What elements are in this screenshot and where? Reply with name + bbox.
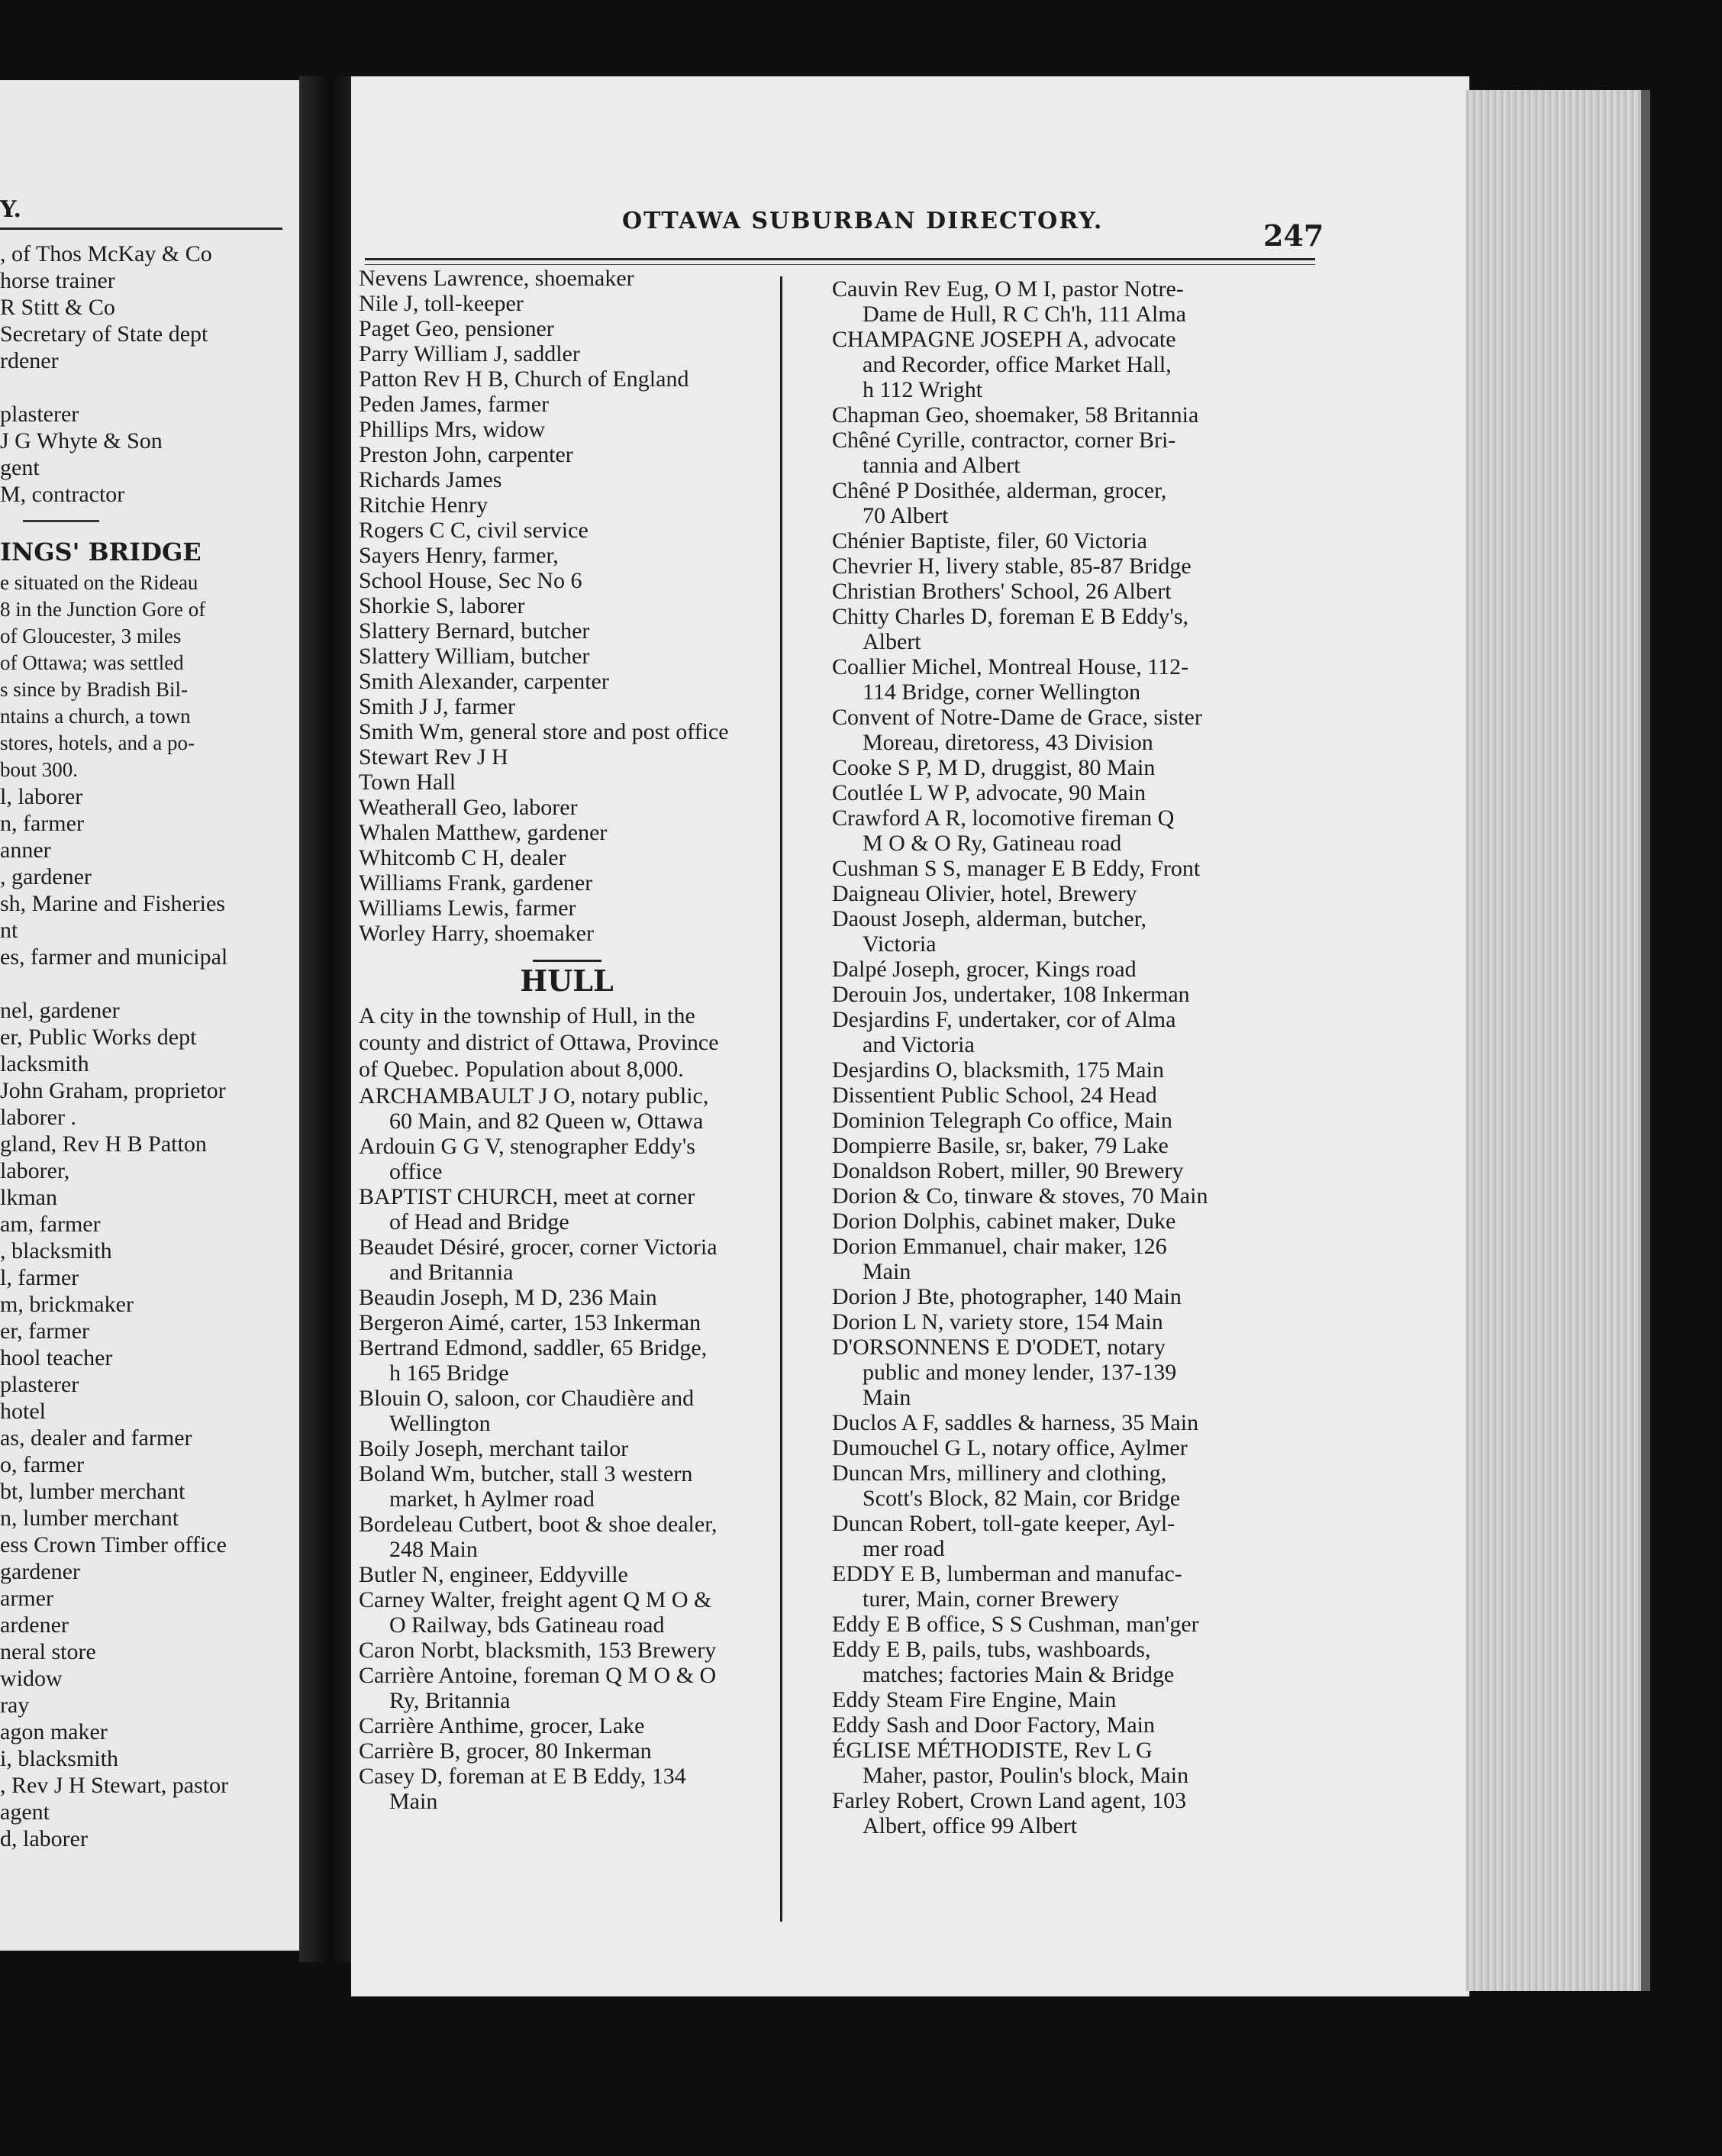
directory-entry bbox=[832, 1410, 1321, 1435]
left-page-line: , blacksmith bbox=[0, 1238, 112, 1264]
directory-entry bbox=[832, 1309, 1321, 1335]
left-page-line: lkman bbox=[0, 1185, 57, 1210]
directory-entry bbox=[359, 467, 775, 492]
left-page-line: es, farmer and municipal bbox=[0, 944, 228, 970]
directory-entry bbox=[359, 1638, 775, 1663]
entry-line: Patton Rev H B, Church of England bbox=[359, 366, 689, 392]
left-page-line: Secretary of State dept bbox=[0, 321, 208, 347]
entry-line: Preston John, carpenter bbox=[359, 442, 573, 467]
left-page-line: R Stitt & Co bbox=[0, 295, 115, 320]
entry-continuation: 248 Main bbox=[389, 1537, 478, 1562]
directory-entry bbox=[359, 1738, 775, 1764]
left-page-line: agent bbox=[0, 1799, 50, 1825]
entry-line: Smith Alexander, carpenter bbox=[359, 669, 609, 694]
column-divider bbox=[780, 276, 782, 1922]
directory-entry bbox=[359, 266, 775, 291]
entry-continuation: matches; factories Main & Bridge bbox=[863, 1662, 1175, 1687]
entry-line: Duncan Robert, toll-gate keeper, Ayl- bbox=[832, 1511, 1175, 1536]
entry-line: ARCHAMBAULT J O, notary public, bbox=[359, 1083, 709, 1109]
left-page-column bbox=[0, 240, 299, 1852]
entry-line: Coallier Michel, Montreal House, 112- bbox=[832, 654, 1189, 679]
directory-entry bbox=[832, 276, 1321, 327]
directory-entry bbox=[359, 719, 775, 744]
left-page-line: o, farmer bbox=[0, 1452, 84, 1477]
entry-line: Rogers C C, civil service bbox=[359, 518, 589, 543]
directory-entry bbox=[832, 1083, 1321, 1108]
entry-line: Paget Geo, pensioner bbox=[359, 316, 554, 341]
entry-line: Bergeron Aimé, carter, 153 Inkerman bbox=[359, 1310, 701, 1335]
entry-continuation: Maher, pastor, Poulin's block, Main bbox=[863, 1763, 1189, 1788]
entry-continuation: h 112 Wright bbox=[863, 377, 983, 402]
entry-line: Chapman Geo, shoemaker, 58 Britannia bbox=[832, 402, 1199, 428]
directory-entry bbox=[832, 1057, 1321, 1083]
left-page-line: am, farmer bbox=[0, 1212, 101, 1237]
left-description-line: of Ottawa; was settled bbox=[0, 651, 184, 674]
entry-line: Crawford A R, locomotive fireman Q bbox=[832, 805, 1175, 831]
directory-entry bbox=[359, 492, 775, 518]
left-page-line: anner bbox=[0, 838, 51, 863]
directory-entry bbox=[359, 896, 775, 921]
description-line: A city in the township of Hull, in the bbox=[359, 1003, 695, 1028]
directory-entry bbox=[359, 870, 775, 896]
directory-entry bbox=[359, 1663, 775, 1713]
entry-line: Convent of Notre-Dame de Grace, sister bbox=[832, 705, 1202, 730]
left-section-rule bbox=[23, 520, 99, 522]
left-page-line: neral store bbox=[0, 1639, 96, 1664]
directory-entry bbox=[359, 392, 775, 417]
directory-entry bbox=[359, 644, 775, 669]
entries-column-2 bbox=[832, 276, 1321, 1838]
directory-entry bbox=[359, 543, 775, 568]
directory-entry bbox=[359, 845, 775, 870]
directory-entry bbox=[359, 366, 775, 392]
directory-entry bbox=[359, 1134, 775, 1184]
directory-entry bbox=[359, 744, 775, 770]
entry-line: Cooke S P, M D, druggist, 80 Main bbox=[832, 755, 1156, 780]
entry-line: Dominion Telegraph Co office, Main bbox=[832, 1108, 1172, 1133]
entry-continuation: mer road bbox=[863, 1536, 945, 1561]
entry-line: Daoust Joseph, alderman, butcher, bbox=[832, 906, 1147, 931]
entry-line: Dalpé Joseph, grocer, Kings road bbox=[832, 957, 1137, 982]
entry-line: Dumouchel G L, notary office, Aylmer bbox=[832, 1435, 1188, 1460]
entry-line: Nile J, toll-keeper bbox=[359, 291, 524, 316]
entries-hull bbox=[359, 1083, 775, 1814]
left-description-line: ntains a church, a town bbox=[0, 705, 191, 728]
left-page-line: J G Whyte & Son bbox=[0, 428, 163, 453]
left-page-line bbox=[0, 374, 299, 401]
entry-line: ÉGLISE MÉTHODISTE, Rev L G bbox=[832, 1738, 1153, 1763]
directory-entry bbox=[832, 1133, 1321, 1158]
entry-continuation: Scott's Block, 82 Main, cor Bridge bbox=[863, 1486, 1181, 1511]
entry-continuation: market, h Aylmer road bbox=[389, 1486, 595, 1512]
directory-entry bbox=[832, 1284, 1321, 1309]
entry-line: Caron Norbt, blacksmith, 153 Brewery bbox=[359, 1638, 717, 1663]
running-title: OTTAWA SUBURBAN DIRECTORY. bbox=[622, 208, 1104, 234]
entry-continuation: of Head and Bridge bbox=[389, 1209, 569, 1235]
entry-line: Dorion Emmanuel, chair maker, 126 bbox=[832, 1234, 1167, 1259]
left-page-line: sh, Marine and Fisheries bbox=[0, 891, 225, 916]
left-page-line: plasterer bbox=[0, 1372, 79, 1397]
entry-continuation: 60 Main, and 82 Queen w, Ottawa bbox=[389, 1109, 704, 1134]
hull-description bbox=[359, 1003, 775, 1082]
entry-line: Bertrand Edmond, saddler, 65 Bridge, bbox=[359, 1335, 708, 1360]
entry-line: Ardouin G G V, stenographer Eddy's bbox=[359, 1134, 695, 1159]
left-page-line: horse trainer bbox=[0, 268, 115, 293]
entry-line: Ritchie Henry bbox=[359, 492, 489, 518]
section-title-hull bbox=[520, 960, 614, 1000]
entry-line: Chevrier H, livery stable, 85-87 Bridge bbox=[832, 554, 1192, 579]
entry-continuation: Wellington bbox=[389, 1411, 491, 1436]
directory-entry bbox=[832, 856, 1321, 881]
entry-line: Dorion & Co, tinware & stoves, 70 Main bbox=[832, 1183, 1208, 1209]
left-page-line: lacksmith bbox=[0, 1051, 89, 1076]
directory-entry bbox=[359, 417, 775, 442]
left-page-line: as, dealer and farmer bbox=[0, 1425, 192, 1451]
directory-entry bbox=[832, 1335, 1321, 1410]
left-page-line: hool teacher bbox=[0, 1345, 113, 1370]
entry-line: Desjardins O, blacksmith, 175 Main bbox=[832, 1057, 1164, 1083]
directory-entry bbox=[832, 755, 1321, 780]
left-page-line: rdener bbox=[0, 348, 59, 373]
directory-entry bbox=[359, 1713, 775, 1738]
entry-line: School House, Sec No 6 bbox=[359, 568, 582, 593]
directory-entry bbox=[359, 1461, 775, 1512]
directory-entry bbox=[832, 1435, 1321, 1460]
left-page-line: l, laborer bbox=[0, 784, 83, 809]
directory-entry bbox=[359, 1512, 775, 1562]
entry-continuation: Moreau, diretoress, 43 Division bbox=[863, 730, 1153, 755]
entry-line: Williams Frank, gardener bbox=[359, 870, 593, 896]
directory-entry bbox=[359, 518, 775, 543]
entry-line: Whitcomb C H, dealer bbox=[359, 845, 566, 870]
directory-entry bbox=[832, 1460, 1321, 1511]
directory-entry bbox=[359, 1083, 775, 1134]
directory-entry bbox=[359, 1184, 775, 1235]
entry-continuation: and Recorder, office Market Hall, bbox=[863, 352, 1172, 377]
entry-continuation: and Victoria bbox=[863, 1032, 975, 1057]
entry-line: Duncan Mrs, millinery and clothing, bbox=[832, 1460, 1167, 1486]
entry-line: Carrière Antoine, foreman Q M O & O bbox=[359, 1663, 717, 1688]
entry-line: Beaudin Joseph, M D, 236 Main bbox=[359, 1285, 657, 1310]
entry-line: Chêné P Dosithée, alderman, grocer, bbox=[832, 478, 1167, 503]
left-page-line bbox=[0, 970, 299, 997]
entry-line: Cauvin Rev Eug, O M I, pastor Notre- bbox=[832, 276, 1184, 302]
page-edges bbox=[1466, 90, 1649, 1991]
entry-line: Chénier Baptiste, filer, 60 Victoria bbox=[832, 528, 1147, 554]
left-page-line: gardener bbox=[0, 1559, 80, 1584]
entry-line: Dorion L N, variety store, 154 Main bbox=[832, 1309, 1163, 1335]
directory-entry bbox=[359, 770, 775, 795]
entry-line: Bordeleau Cutbert, boot & shoe dealer, bbox=[359, 1512, 718, 1537]
directory-entry bbox=[832, 579, 1321, 604]
left-page-line: er, farmer bbox=[0, 1318, 90, 1344]
directory-column-2 bbox=[832, 276, 1321, 1838]
directory-entry bbox=[359, 1285, 775, 1310]
directory-entry bbox=[832, 1158, 1321, 1183]
directory-entry bbox=[832, 1511, 1321, 1561]
directory-entry bbox=[832, 705, 1321, 755]
entry-line: Dorion J Bte, photographer, 140 Main bbox=[832, 1284, 1182, 1309]
directory-entry bbox=[832, 1209, 1321, 1234]
directory-entry bbox=[832, 1637, 1321, 1687]
entry-line: Coutlée L W P, advocate, 90 Main bbox=[832, 780, 1146, 805]
directory-entry bbox=[832, 906, 1321, 957]
directory-entry bbox=[832, 1788, 1321, 1838]
left-page-line: gent bbox=[0, 455, 40, 480]
directory-entry bbox=[832, 402, 1321, 428]
directory-entry bbox=[832, 805, 1321, 856]
entry-line: Phillips Mrs, widow bbox=[359, 417, 546, 442]
directory-entry bbox=[832, 1108, 1321, 1133]
left-page-line: M, contractor bbox=[0, 482, 125, 507]
entry-line: CHAMPAGNE JOSEPH A, advocate bbox=[832, 327, 1176, 352]
left-section-heading: INGS' BRIDGE bbox=[0, 537, 202, 566]
entry-continuation: O Railway, bds Gatineau road bbox=[389, 1612, 665, 1638]
directory-entry bbox=[359, 341, 775, 366]
left-description-line: bout 300. bbox=[0, 758, 79, 781]
left-page-line: gland, Rev H B Patton bbox=[0, 1131, 207, 1157]
directory-entry bbox=[832, 1234, 1321, 1284]
left-running-head: Y. bbox=[0, 196, 282, 230]
directory-entry bbox=[359, 593, 775, 618]
entry-line: Chitty Charles D, foreman E B Eddy's, bbox=[832, 604, 1189, 629]
entry-line: D'ORSONNENS E D'ODET, notary bbox=[832, 1335, 1166, 1360]
directory-entry bbox=[832, 1738, 1321, 1788]
directory-entry bbox=[832, 982, 1321, 1007]
entry-continuation: M O & O Ry, Gatineau road bbox=[863, 831, 1122, 856]
directory-entry bbox=[359, 568, 775, 593]
directory-entry bbox=[832, 1183, 1321, 1209]
entries-before-hull bbox=[359, 266, 775, 946]
left-page-line: i, blacksmith bbox=[0, 1746, 118, 1771]
entry-line: Boland Wm, butcher, stall 3 western bbox=[359, 1461, 693, 1486]
entry-line: Casey D, foreman at E B Eddy, 134 bbox=[359, 1764, 686, 1789]
directory-entry bbox=[359, 795, 775, 820]
directory-entry bbox=[359, 921, 775, 946]
entry-continuation: 114 Bridge, corner Wellington bbox=[863, 679, 1141, 705]
left-description-line: of Gloucester, 3 miles bbox=[0, 625, 182, 647]
entry-line: Butler N, engineer, Eddyville bbox=[359, 1562, 628, 1587]
entry-continuation: Main bbox=[863, 1259, 911, 1284]
header-rule bbox=[365, 258, 1315, 260]
left-page-line: , gardener bbox=[0, 864, 92, 889]
left-description-line: stores, hotels, and a po- bbox=[0, 731, 195, 754]
section-title-text: HULL bbox=[520, 963, 614, 998]
entry-line: Dompierre Basile, sr, baker, 79 Lake bbox=[832, 1133, 1169, 1158]
left-page-line: bt, lumber merchant bbox=[0, 1479, 185, 1504]
entry-line: Sayers Henry, farmer, bbox=[359, 543, 559, 568]
directory-entry bbox=[359, 669, 775, 694]
directory-entry bbox=[359, 1587, 775, 1638]
entry-line: Duclos A F, saddles & harness, 35 Main bbox=[832, 1410, 1199, 1435]
entry-continuation: Main bbox=[863, 1385, 911, 1410]
directory-entry bbox=[359, 1335, 775, 1386]
directory-entry bbox=[832, 604, 1321, 654]
entry-line: Nevens Lawrence, shoemaker bbox=[359, 266, 634, 291]
left-page-line: m, brickmaker bbox=[0, 1292, 134, 1317]
left-page-line: nt bbox=[0, 918, 18, 943]
entry-line: Smith J J, farmer bbox=[359, 694, 515, 719]
entry-continuation: public and money lender, 137-139 bbox=[863, 1360, 1177, 1385]
directory-entry bbox=[359, 291, 775, 316]
directory-entry bbox=[832, 881, 1321, 906]
entry-line: EDDY E B, lumberman and manufac- bbox=[832, 1561, 1182, 1586]
left-description-line: e situated on the Rideau bbox=[0, 571, 198, 594]
entry-line: Town Hall bbox=[359, 770, 456, 795]
entry-line: Cushman S S, manager E B Eddy, Front bbox=[832, 856, 1201, 881]
entry-continuation: Albert, office 99 Albert bbox=[863, 1813, 1078, 1838]
directory-entry bbox=[832, 1712, 1321, 1738]
entry-continuation: h 165 Bridge bbox=[389, 1360, 509, 1386]
entry-line: Slattery William, butcher bbox=[359, 644, 590, 669]
entry-line: Carrière Anthime, grocer, Lake bbox=[359, 1713, 645, 1738]
left-page-line: nel, gardener bbox=[0, 998, 120, 1023]
directory-entry bbox=[359, 1562, 775, 1587]
entry-line: Boily Joseph, merchant tailor bbox=[359, 1436, 629, 1461]
entry-line: Richards James bbox=[359, 467, 502, 492]
directory-entry bbox=[359, 442, 775, 467]
directory-entry bbox=[832, 327, 1321, 402]
left-page-line: John Graham, proprietor bbox=[0, 1078, 226, 1103]
directory-entry bbox=[832, 1007, 1321, 1057]
directory-entry bbox=[359, 694, 775, 719]
directory-entry bbox=[359, 1235, 775, 1285]
left-page-line: ess Crown Timber office bbox=[0, 1532, 227, 1557]
entry-continuation: Albert bbox=[863, 629, 921, 654]
entry-continuation: 70 Albert bbox=[863, 503, 949, 528]
left-page-line: d, laborer bbox=[0, 1826, 88, 1851]
left-page-line: laborer, bbox=[0, 1158, 70, 1183]
entry-line: Shorkie S, laborer bbox=[359, 593, 525, 618]
entry-line: Stewart Rev J H bbox=[359, 744, 508, 770]
entry-line: Blouin O, saloon, cor Chaudière and bbox=[359, 1386, 695, 1411]
left-page-line: n, farmer bbox=[0, 811, 84, 836]
description-line: county and district of Ottawa, Province bbox=[359, 1030, 719, 1055]
entry-continuation: Main bbox=[389, 1789, 438, 1814]
left-page-line: hotel bbox=[0, 1399, 46, 1424]
entry-continuation: tannia and Albert bbox=[863, 453, 1021, 478]
directory-entry bbox=[832, 1561, 1321, 1612]
entry-line: Carrière B, grocer, 80 Inkerman bbox=[359, 1738, 652, 1764]
directory-entry bbox=[832, 528, 1321, 554]
entry-line: Dissentient Public School, 24 Head bbox=[832, 1083, 1157, 1108]
entry-line: Farley Robert, Crown Land agent, 103 bbox=[832, 1788, 1187, 1813]
entry-line: Parry William J, saddler bbox=[359, 341, 580, 366]
entry-continuation: and Britannia bbox=[389, 1260, 514, 1285]
entry-line: Worley Harry, shoemaker bbox=[359, 921, 595, 946]
entry-line: Eddy E B, pails, tubs, washboards, bbox=[832, 1637, 1151, 1662]
entry-continuation: office bbox=[389, 1159, 443, 1184]
entry-continuation: Ry, Britannia bbox=[389, 1688, 511, 1713]
directory-entry bbox=[832, 478, 1321, 528]
directory-entry bbox=[832, 654, 1321, 705]
page-number: 247 bbox=[1263, 218, 1324, 253]
directory-entry bbox=[359, 316, 775, 341]
directory-entry bbox=[832, 1612, 1321, 1637]
description-line: of Quebec. Population about 8,000. bbox=[359, 1057, 684, 1082]
entry-line: Peden James, farmer bbox=[359, 392, 550, 417]
left-page-line: er, Public Works dept bbox=[0, 1025, 197, 1050]
entry-line: Desjardins F, undertaker, cor of Alma bbox=[832, 1007, 1176, 1032]
entry-continuation: Dame de Hull, R C Ch'h, 111 Alma bbox=[863, 302, 1186, 327]
left-page-line: plasterer bbox=[0, 402, 79, 427]
entry-line: Eddy Steam Fire Engine, Main bbox=[832, 1687, 1117, 1712]
entry-line: Smith Wm, general store and post office bbox=[359, 719, 729, 744]
entry-continuation: Victoria bbox=[863, 931, 937, 957]
left-page-line: l, farmer bbox=[0, 1265, 79, 1290]
entry-line: Whalen Matthew, gardener bbox=[359, 820, 608, 845]
entry-line: Donaldson Robert, miller, 90 Brewery bbox=[832, 1158, 1184, 1183]
directory-entry bbox=[359, 1764, 775, 1814]
directory-entry bbox=[832, 1687, 1321, 1712]
directory-entry bbox=[832, 428, 1321, 478]
left-page-line: ray bbox=[0, 1693, 30, 1718]
entry-line: Beaudet Désiré, grocer, corner Victoria bbox=[359, 1235, 718, 1260]
entry-line: Eddy Sash and Door Factory, Main bbox=[832, 1712, 1155, 1738]
left-page-line: , Rev J H Stewart, pastor bbox=[0, 1773, 229, 1798]
left-page bbox=[0, 80, 299, 1951]
directory-column-1 bbox=[359, 266, 775, 1814]
entry-line: Eddy E B office, S S Cushman, man'ger bbox=[832, 1612, 1199, 1637]
directory-entry bbox=[359, 1436, 775, 1461]
entry-line: BAPTIST CHURCH, meet at corner bbox=[359, 1184, 695, 1209]
left-page-line: ardener bbox=[0, 1612, 69, 1638]
entry-line: Derouin Jos, undertaker, 108 Inkerman bbox=[832, 982, 1190, 1007]
entry-line: Daigneau Olivier, hotel, Brewery bbox=[832, 881, 1137, 906]
left-page-line: laborer . bbox=[0, 1105, 76, 1130]
directory-entry bbox=[832, 554, 1321, 579]
left-description-line: s since by Bradish Bil- bbox=[0, 678, 188, 701]
directory-entry bbox=[359, 1386, 775, 1436]
book-gutter bbox=[299, 76, 351, 1962]
left-page-line: agon maker bbox=[0, 1719, 108, 1744]
left-page-line: armer bbox=[0, 1586, 53, 1611]
entry-line: Williams Lewis, farmer bbox=[359, 896, 576, 921]
directory-entry bbox=[359, 1310, 775, 1335]
entry-line: Carney Walter, freight agent Q M O & bbox=[359, 1587, 712, 1612]
entry-continuation: turer, Main, corner Brewery bbox=[863, 1586, 1120, 1612]
entry-line: Christian Brothers' School, 26 Albert bbox=[832, 579, 1172, 604]
directory-entry bbox=[359, 618, 775, 644]
entry-line: Slattery Bernard, butcher bbox=[359, 618, 590, 644]
left-description-line: 8 in the Junction Gore of bbox=[0, 598, 206, 621]
left-page-line: n, lumber merchant bbox=[0, 1506, 179, 1531]
left-page-line: , of Thos McKay & Co bbox=[0, 241, 212, 266]
directory-entry bbox=[832, 780, 1321, 805]
entry-line: Weatherall Geo, laborer bbox=[359, 795, 578, 820]
entry-line: Chêné Cyrille, contractor, corner Bri- bbox=[832, 428, 1176, 453]
directory-entry bbox=[832, 957, 1321, 982]
entry-line: Dorion Dolphis, cabinet maker, Duke bbox=[832, 1209, 1176, 1234]
left-page-line: widow bbox=[0, 1666, 63, 1691]
directory-entry bbox=[359, 820, 775, 845]
header-rule-thin bbox=[365, 264, 1315, 265]
page-edge-shadow bbox=[1641, 90, 1650, 1991]
